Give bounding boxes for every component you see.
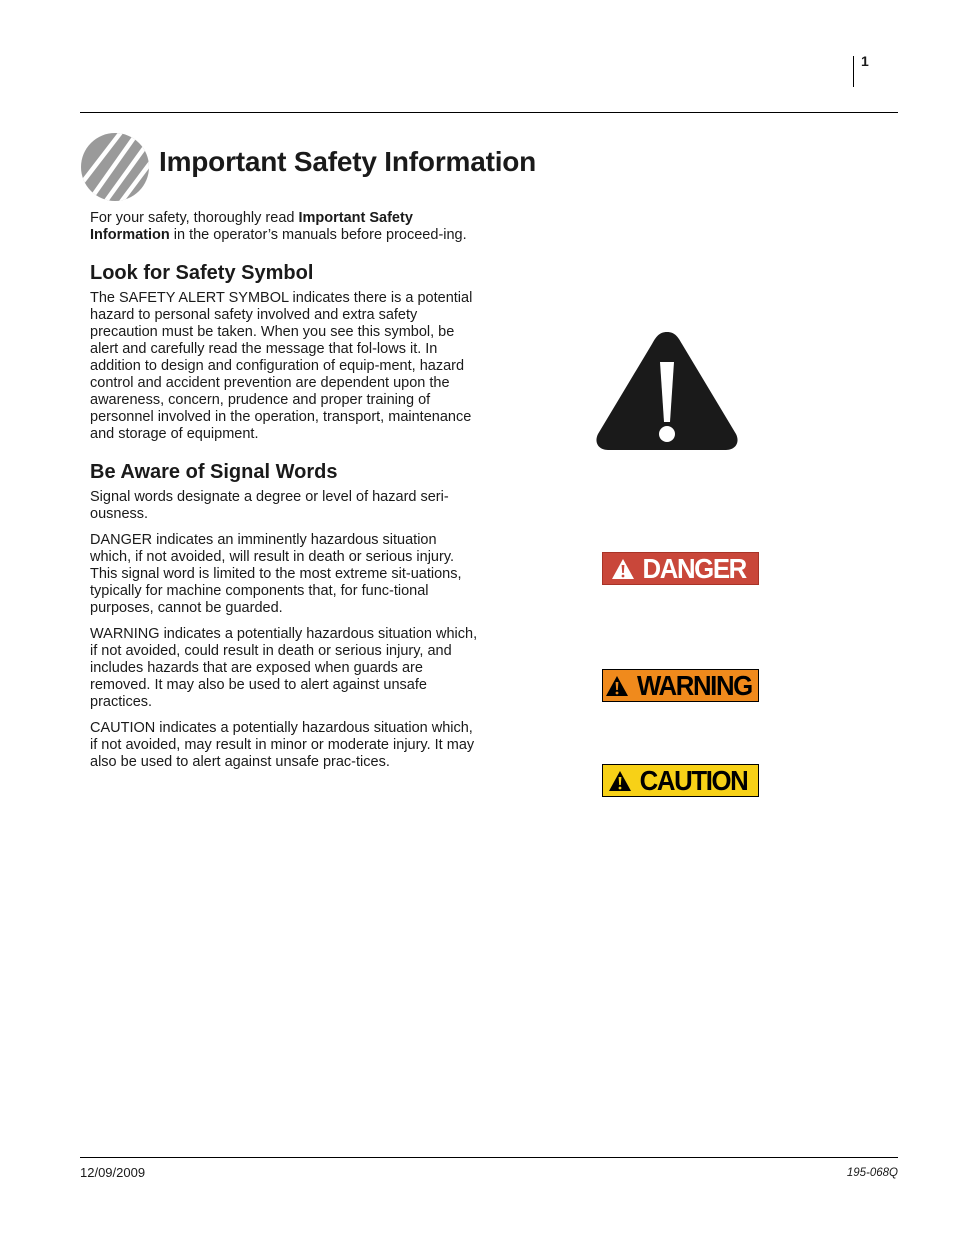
- caution-paragraph: CAUTION indicates a potentially hazardous situation which, if not avoided, may result in minor or moderate injury. It may also be used to alert against unsafe prac-tices.: [90, 720, 475, 770]
- page-number: 1: [861, 53, 869, 69]
- footer-date: 12/09/2009: [80, 1165, 146, 1180]
- warning-paragraph: WARNING indicates a potentially hazardous situation which, if not avoided, could result in death or serious injury, and includes hazards that are exposed when guards are removed. It may also be used to alert against unsafe practices.: [90, 626, 478, 710]
- bottom-rule: [80, 1157, 898, 1158]
- section-heading-signal-words: Be Aware of Signal Words: [90, 461, 338, 483]
- footer-part-number: 195-068Q: [846, 1167, 898, 1179]
- danger-signal-label: [602, 552, 759, 585]
- warning-alert-icon: [605, 675, 629, 697]
- signal-words-paragraph: Signal words designate a degree or level of hazard seri-ousness.: [90, 489, 449, 522]
- striped-circle-logo-icon: [80, 132, 150, 202]
- warning-text: WARNING: [636, 669, 752, 701]
- intro-bold: Important Safety Information: [90, 210, 413, 243]
- caution-signal-label: [602, 764, 759, 797]
- header-divider: [853, 56, 854, 87]
- caution-text: CAUTION: [640, 764, 748, 796]
- danger-alert-icon: [611, 558, 635, 580]
- page-title: Important Safety Information: [159, 146, 537, 177]
- top-rule: [80, 112, 898, 113]
- section-heading-safety-symbol: Look for Safety Symbol: [90, 262, 314, 284]
- intro-paragraph: For your safety, thoroughly read Important Safety Information in the operator’s manuals before proceed-ing.: [90, 210, 467, 243]
- danger-paragraph: DANGER indicates an imminently hazardous situation which, if not avoided, will result in death or serious injury. This signal word is limited to the most extreme sit-uations, typically for machine components that, for func-tional purposes, cannot be guarded.: [90, 532, 462, 616]
- danger-text: DANGER: [642, 552, 746, 584]
- safety-alert-symbol-icon: [594, 326, 740, 452]
- safety-symbol-paragraph: The SAFETY ALERT SYMBOL indicates there is a potential hazard to personal safety involved and extra safety precaution must be taken. When you see this symbol, be alert and carefully read the message that fol-lows it. In addition to design and configuration of equip-ment, hazard control and accident prevention are dependent upon the awareness, concern, prudence and proper training of personnel involved in the operation, transport, maintenance and storage of equipment.: [90, 290, 473, 442]
- warning-signal-label: [602, 669, 759, 702]
- caution-alert-icon: [608, 770, 632, 792]
- content-column: [90, 210, 480, 780]
